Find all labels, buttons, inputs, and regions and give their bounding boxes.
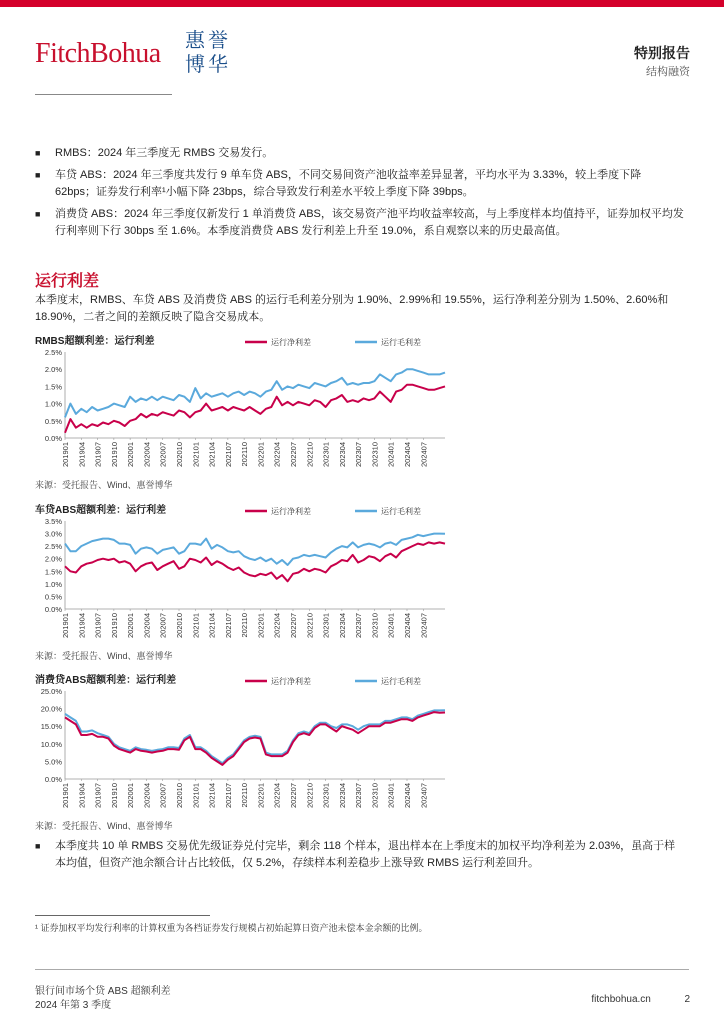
y-tick-label: 2.0% [44,554,62,564]
bullet-item-consumer: ■ 消费贷 ABS：2024 年三季度仅新发行 1 单消费贷 ABS，该交易资产池平均收益率较高，与上季度样本均值持平，证券加权平均发行利率则下行 30bps 至 1.6%。本季度消费贷 ABS 发行利差上升至 19.0%，系自观察以来的历史最高值。 [35,208,684,237]
x-tick-label: 202204 [272,442,282,468]
legend-label: 运行毛利差 [381,338,421,347]
x-tick-label: 201910 [109,613,119,639]
footnote-divider [35,915,210,916]
series-line-gross [65,534,445,565]
x-tick-label: 202110 [240,783,250,808]
chart-source: 来源：受托报告、Wind、惠誉博华 [35,480,173,490]
chart-title: 车贷ABS超额利差：运行利差 [35,505,167,516]
legend-label: 运行净利差 [271,677,311,686]
x-tick-label: 202101 [191,442,201,468]
x-tick-label: 201910 [109,442,119,468]
bullet-item-auto: ■ 车贷 ABS：2024 年三季度共发行 9 单车贷 ABS，不同交易间资产池收益率差异显著，平均水平为 3.33%，较上季度下降 62bps；证券发行利率¹小幅下降 23bps，综合导致发行利差水平较上季度下降 39bps。 [35,169,642,198]
chart-title: RMBS超额利差：运行利差 [35,336,155,347]
x-tick-label: 202004 [142,783,152,809]
x-tick-label: 202310 [370,613,380,639]
x-tick-label: 202310 [370,783,380,809]
footer-divider [35,969,689,970]
logo-text: FitchBohua [35,38,161,69]
x-tick-label: 202010 [175,613,184,639]
x-tick-label: 202301 [321,783,331,809]
x-tick-label: 202201 [256,783,266,809]
series-line-net [65,385,445,433]
x-tick-label: 202101 [191,613,201,639]
x-tick-label: 202104 [207,783,217,809]
chart-source: 来源：受托报告、Wind、惠誉博华 [35,821,173,831]
x-tick-label: 202201 [256,613,266,639]
bullet-marker-icon: ■ [35,209,41,219]
y-tick-label: 2.5% [44,542,62,552]
chart-title: 消费贷ABS超额利差：运行利差 [35,675,177,686]
series-line-net [65,542,445,581]
y-tick-label: 5.0% [44,757,62,767]
x-tick-label: 201901 [61,613,70,639]
x-tick-label: 202307 [354,783,364,809]
x-tick-label: 202107 [223,783,233,809]
logo-divider [35,94,172,95]
y-tick-label: 0.0% [44,775,62,784]
x-tick-label: 201904 [77,613,87,639]
x-tick-label: 202210 [305,442,315,468]
footnote: ¹ 证券加权平均发行利率的计算权重为各档证券发行规模占初始起算日资产池未偿本金余额的比例。 [35,923,428,933]
chart-source: 来源：受托报告、Wind、惠誉博华 [35,651,173,661]
x-tick-label: 202207 [289,442,298,468]
x-tick-label: 202101 [191,783,201,809]
x-tick-label: 202207 [289,613,298,639]
top-accent-bar [0,0,724,7]
x-tick-label: 202007 [158,783,168,809]
x-tick-label: 202407 [419,442,429,468]
x-tick-label: 202404 [403,442,412,468]
x-tick-label: 202407 [419,613,429,639]
x-tick-label: 202207 [289,783,298,809]
x-tick-label: 201901 [61,783,70,809]
section-title: 运行利差 [35,273,100,290]
x-tick-label: 202004 [142,442,152,468]
x-tick-label: 202210 [305,783,315,809]
x-tick-label: 202204 [272,613,282,639]
x-tick-label: 202304 [337,613,347,639]
bullet-list [35,145,685,245]
legend-label: 运行毛利差 [381,507,421,516]
x-tick-label: 202304 [337,442,347,468]
chart-auto-abs [35,501,455,661]
report-type-title: 特别报告 [634,45,690,61]
y-tick-label: 1.5% [44,382,62,392]
x-tick-label: 202304 [337,783,347,809]
y-tick-label: 2.0% [44,365,62,375]
x-tick-label: 202307 [354,613,364,639]
x-tick-label: 202004 [142,613,152,639]
y-tick-label: 2.5% [44,348,62,357]
y-tick-label: 0.0% [44,434,62,443]
x-tick-label: 202401 [386,442,396,468]
bullet-marker-icon: ■ [35,841,41,851]
x-tick-label: 201904 [77,783,87,809]
x-tick-label: 202407 [419,783,429,809]
y-tick-label: 15.0% [40,722,62,732]
x-tick-label: 202010 [175,442,184,468]
chart-consumer-abs [35,671,455,831]
footer-report-name: 银行间市场个贷 ABS 超额利差 [35,986,171,997]
x-tick-label: 202107 [223,613,233,639]
bullet-marker-icon: ■ [35,170,41,180]
y-tick-label: 0.0% [44,605,62,614]
x-tick-label: 202110 [240,442,250,467]
y-tick-label: 3.0% [44,529,62,539]
section-paragraph: 本季度末，RMBS、车贷 ABS 及消费贷 ABS 的运行毛利差分别为 1.90%、2.99%和 19.55%，运行净利差分别为 1.50%、2.60%和 18.90%，二者之间的差额反映了隐含交易成本。 [35,294,669,323]
x-tick-label: 202404 [403,613,412,639]
x-tick-label: 201907 [93,613,103,639]
y-tick-label: 25.0% [40,687,62,696]
x-tick-label: 201910 [109,783,119,809]
x-tick-label: 202104 [207,442,217,468]
y-tick-label: 1.0% [44,399,62,409]
y-tick-label: 20.0% [40,704,62,714]
x-tick-label: 202301 [321,442,331,468]
legend-label: 运行毛利差 [381,677,421,686]
legend-label: 运行净利差 [271,507,311,516]
footer-period: 2024 年第 3 季度 [35,1000,112,1011]
logo-chinese: 惠誉博华 [185,28,231,76]
x-tick-label: 202107 [223,442,233,468]
x-tick-label: 202001 [126,783,136,809]
y-tick-label: 1.0% [44,579,62,589]
x-tick-label: 202007 [158,442,168,468]
bullet-item-rmbs-note: ■ 本季度共 10 单 RMBS 交易优先级证券兑付完毕，剩余 118 个样本，退出样本在上季度末的加权平均净利差为 2.03%，虽高于样本均值，但资产池余额合计占比较低，仅 5.2%，存续样本利差稳步上涨导致 RMBS 运行利差回升。 [35,840,676,869]
y-tick-label: 0.5% [44,592,62,602]
x-tick-label: 202301 [321,613,331,639]
report-category: 结构融资 [646,66,690,78]
x-tick-label: 201901 [61,442,70,468]
y-tick-label: 3.5% [44,517,62,526]
x-tick-label: 202001 [126,613,136,639]
x-tick-label: 202310 [370,442,380,468]
x-tick-label: 202001 [126,442,136,468]
x-tick-label: 202307 [354,442,364,468]
x-tick-label: 202201 [256,442,266,468]
y-tick-label: 10.0% [40,739,62,749]
y-tick-label: 1.5% [44,567,62,577]
x-tick-label: 202401 [386,783,396,809]
x-tick-label: 202007 [158,613,168,639]
legend-label: 运行净利差 [271,338,311,347]
footer-right [591,994,690,1005]
page-number: 2 [684,994,690,1005]
footer-website: fitchbohua.cn [591,994,651,1005]
chart-rmbs [35,332,455,490]
x-tick-label: 202204 [272,783,282,809]
x-tick-label: 202010 [175,783,184,809]
x-tick-label: 202104 [207,613,217,639]
y-tick-label: 0.5% [44,416,62,426]
bullet-item-rmbs: ■ RMBS：2024 年三季度无 RMBS 交易发行。 [35,145,685,162]
x-tick-label: 202404 [403,783,412,809]
x-tick-label: 201904 [77,442,87,468]
x-tick-label: 201907 [93,442,103,468]
x-tick-label: 202401 [386,613,396,639]
x-tick-label: 202210 [305,613,315,639]
bullet-marker-icon: ■ [35,148,41,158]
x-tick-label: 201907 [93,783,103,809]
x-tick-label: 202110 [240,613,250,638]
